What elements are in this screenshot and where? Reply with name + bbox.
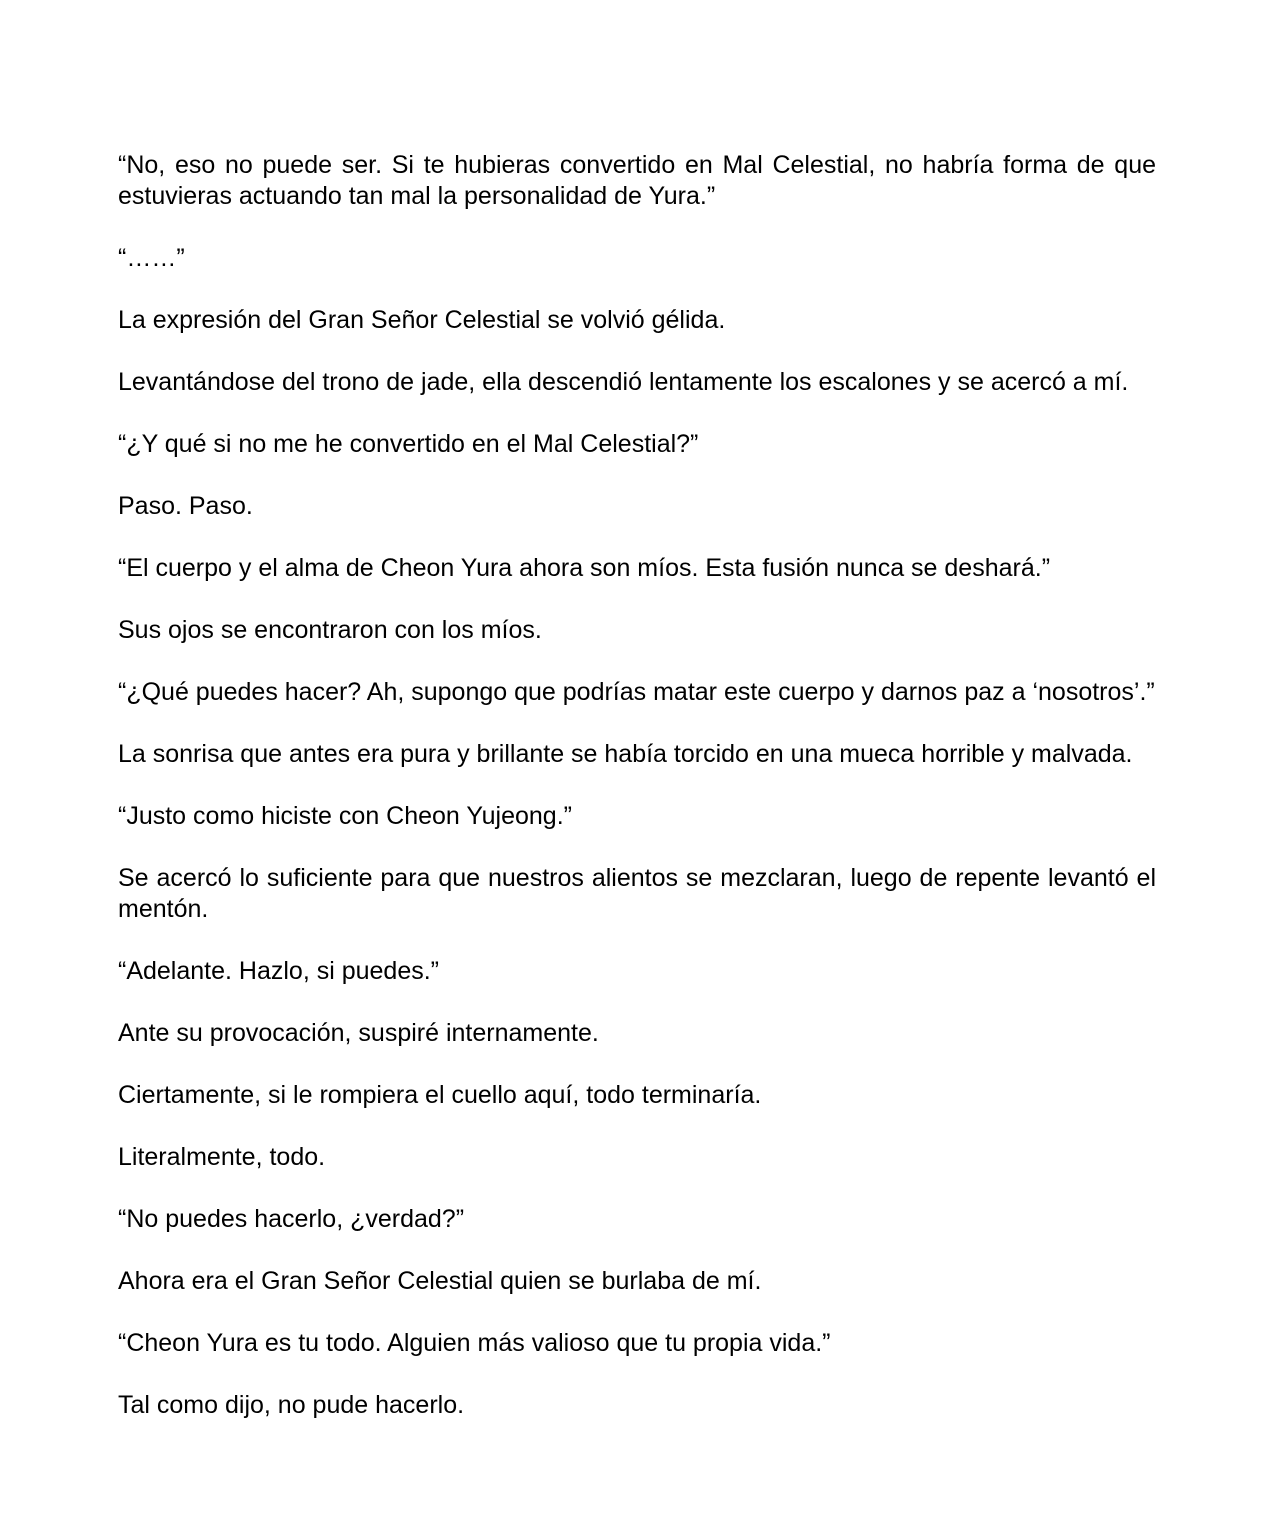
document-body (118, 150, 1156, 1452)
paragraph-11: “Justo como hiciste con Cheon Yujeong.” (118, 802, 572, 830)
paragraph-10: La sonrisa que antes era pura y brillante se había torcido en una mueca horrible y malvada. (118, 740, 1133, 768)
paragraph-20: Tal como dijo, no pude hacerlo. (118, 1391, 465, 1419)
paragraph-13: “Adelante. Hazlo, si puedes.” (118, 957, 440, 985)
paragraph-3: La expresión del Gran Señor Celestial se volvió gélida. (118, 306, 726, 334)
paragraph-14: Ante su provocación, suspiré internamente. (118, 1019, 599, 1047)
paragraph-19: “Cheon Yura es tu todo. Alguien más valioso que tu propia vida.” (118, 1329, 831, 1357)
paragraph-1: “No, eso no puede ser. Si te hubieras convertido en Mal Celestial, no habría forma de que estuvieras actuando tan mal la personalidad de Yura.” (118, 151, 1156, 210)
paragraph-6: Paso. Paso. (118, 492, 253, 520)
paragraph-9: “¿Qué puedes hacer? Ah, supongo que podrías matar este cuerpo y darnos paz a ‘nosotros’.” (118, 678, 1155, 706)
paragraph-5: “¿Y qué si no me he convertido en el Mal Celestial?” (118, 430, 699, 458)
paragraph-4: Levantándose del trono de jade, ella descendió lentamente los escalones y se acercó a mí. (118, 368, 1129, 396)
paragraph-17: “No puedes hacerlo, ¿verdad?” (118, 1205, 465, 1233)
paragraph-12: Se acercó lo suficiente para que nuestros alientos se mezclaran, luego de repente levantó el mentón. (118, 864, 1156, 923)
paragraph-16: Literalmente, todo. (118, 1143, 326, 1171)
paragraph-8: Sus ojos se encontraron con los míos. (118, 616, 542, 644)
paragraph-18: Ahora era el Gran Señor Celestial quien se burlaba de mí. (118, 1267, 762, 1295)
paragraph-15: Ciertamente, si le rompiera el cuello aquí, todo terminaría. (118, 1081, 762, 1109)
paragraph-2: “……” (118, 244, 185, 272)
paragraph-7: “El cuerpo y el alma de Cheon Yura ahora son míos. Esta fusión nunca se deshará.” (118, 554, 1051, 582)
